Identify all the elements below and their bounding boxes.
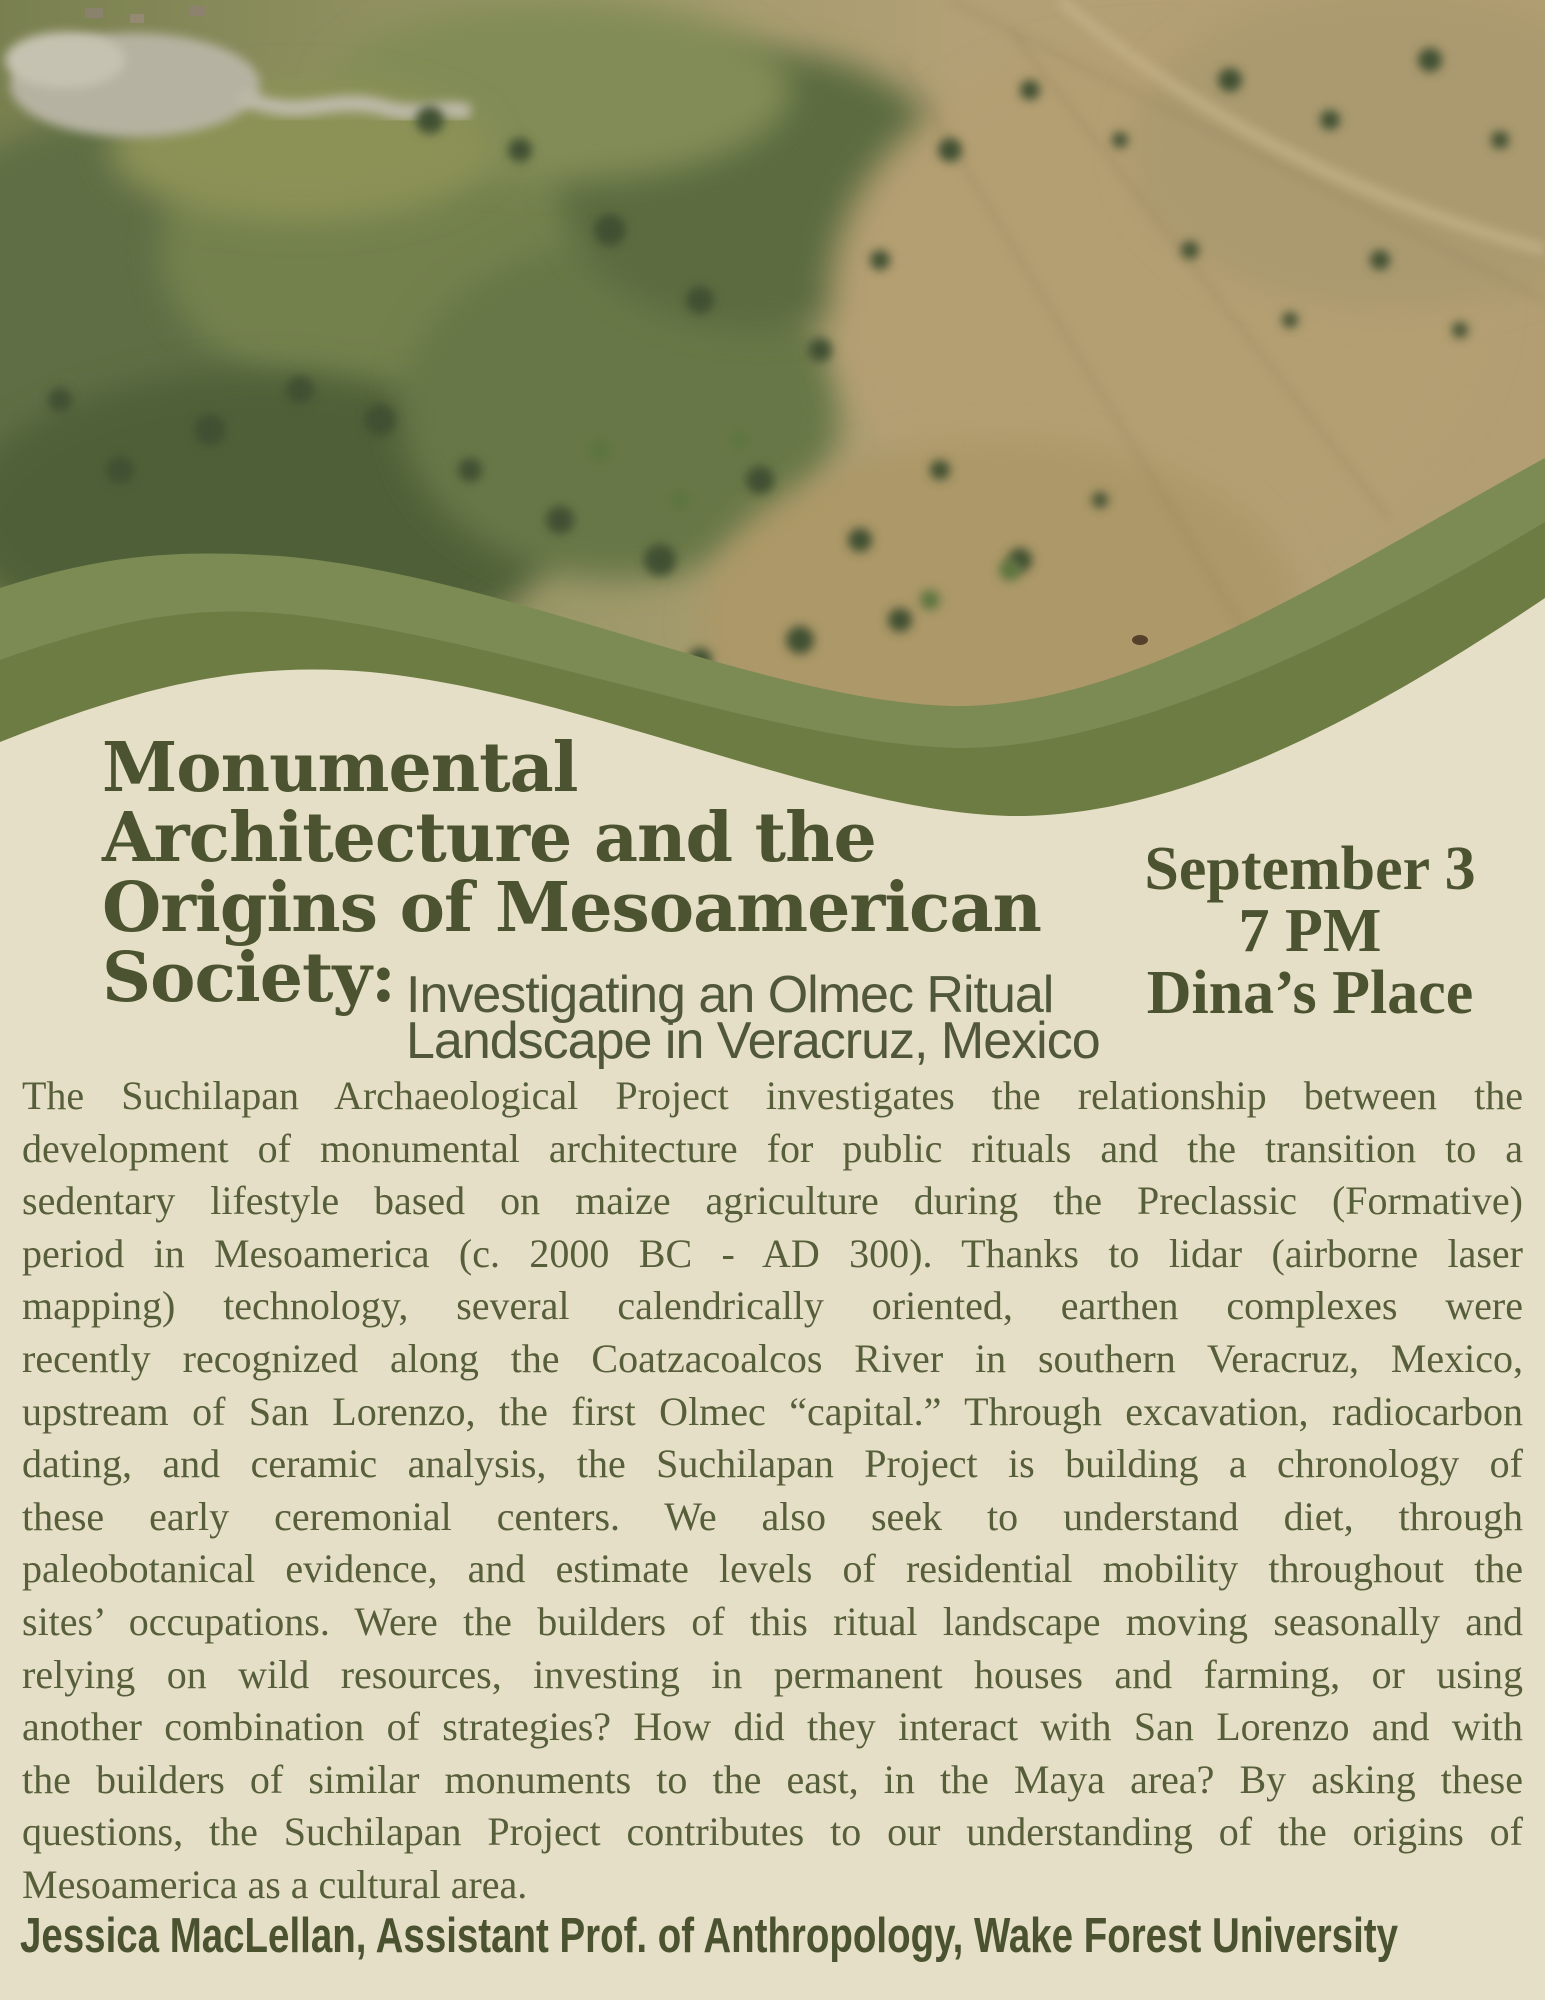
title-line-society: Society: bbox=[102, 938, 395, 1018]
abstract-line: another combination of strategies? How did they interact with San Lorenzo and with bbox=[22, 1704, 1523, 1750]
title-line-3: Origins of Mesoamerican bbox=[102, 868, 1041, 948]
abstract-line: these early ceremonial centers. We also seek to understand diet, through bbox=[22, 1493, 1523, 1539]
abstract-line: recently recognized along the Coatzacoalcos River in southern Veracruz, Mexico, bbox=[22, 1335, 1523, 1381]
abstract-line: development of monumental architecture for public rituals and the transition to a bbox=[22, 1125, 1523, 1171]
abstract-line: Mesoamerica as a cultural area. bbox=[22, 1861, 528, 1907]
event-date: September 3 bbox=[1144, 835, 1476, 903]
subtitle-line-1: Investigating an Olmec Ritual bbox=[406, 966, 1054, 1024]
abstract-paragraph bbox=[22, 1070, 1523, 1912]
event-venue: Dina’s Place bbox=[1146, 959, 1474, 1027]
abstract-line: questions, the Suchilapan Project contributes to our understanding of the origins of bbox=[22, 1809, 1523, 1855]
abstract-line: dating, and ceramic analysis, the Suchilapan Project is building a chronology of bbox=[22, 1441, 1523, 1487]
abstract-line: paleobotanical evidence, and estimate levels of residential mobility throughout the bbox=[22, 1546, 1523, 1592]
title-line-2: Architecture and the bbox=[102, 798, 876, 878]
abstract-line: sites’ occupations. Were the builders of this ritual landscape moving seasonally and bbox=[22, 1598, 1523, 1644]
title-line-1: Monumental bbox=[102, 728, 578, 808]
hero-section bbox=[0, 0, 1545, 850]
speaker-credit bbox=[20, 1908, 1545, 1964]
abstract-line: the builders of similar monuments to the east, in the Maya area? By asking these bbox=[22, 1756, 1523, 1802]
speaker-credit-text: Jessica MacLellan, Assistant Prof. of Anthropology, Wake Forest University bbox=[20, 1909, 1398, 1963]
abstract-line: relying on wild resources, investing in permanent houses and farming, or using bbox=[22, 1651, 1523, 1697]
subtitle-line-2: Landscape in Veracruz, Mexico bbox=[406, 1012, 1100, 1070]
abstract-line: upstream of San Lorenzo, the first Olmec “capital.” Through excavation, radiocarbon bbox=[22, 1388, 1523, 1434]
event-info bbox=[1060, 835, 1545, 1027]
abstract-line: The Suchilapan Archaeological Project investigates the relationship between the bbox=[22, 1073, 1523, 1118]
talk-subtitle bbox=[406, 966, 1100, 1070]
aerial-landscape-photo bbox=[0, 0, 1545, 850]
event-time: 7 PM bbox=[1238, 897, 1382, 965]
abstract-line: sedentary lifestyle based on maize agriculture during the Preclassic (Formative) bbox=[22, 1178, 1523, 1224]
abstract-line: mapping) technology, several calendrically oriented, earthen complexes were bbox=[22, 1283, 1523, 1329]
abstract-line: period in Mesoamerica (c. 2000 BC - AD 300). Thanks to lidar (airborne laser bbox=[22, 1230, 1523, 1276]
